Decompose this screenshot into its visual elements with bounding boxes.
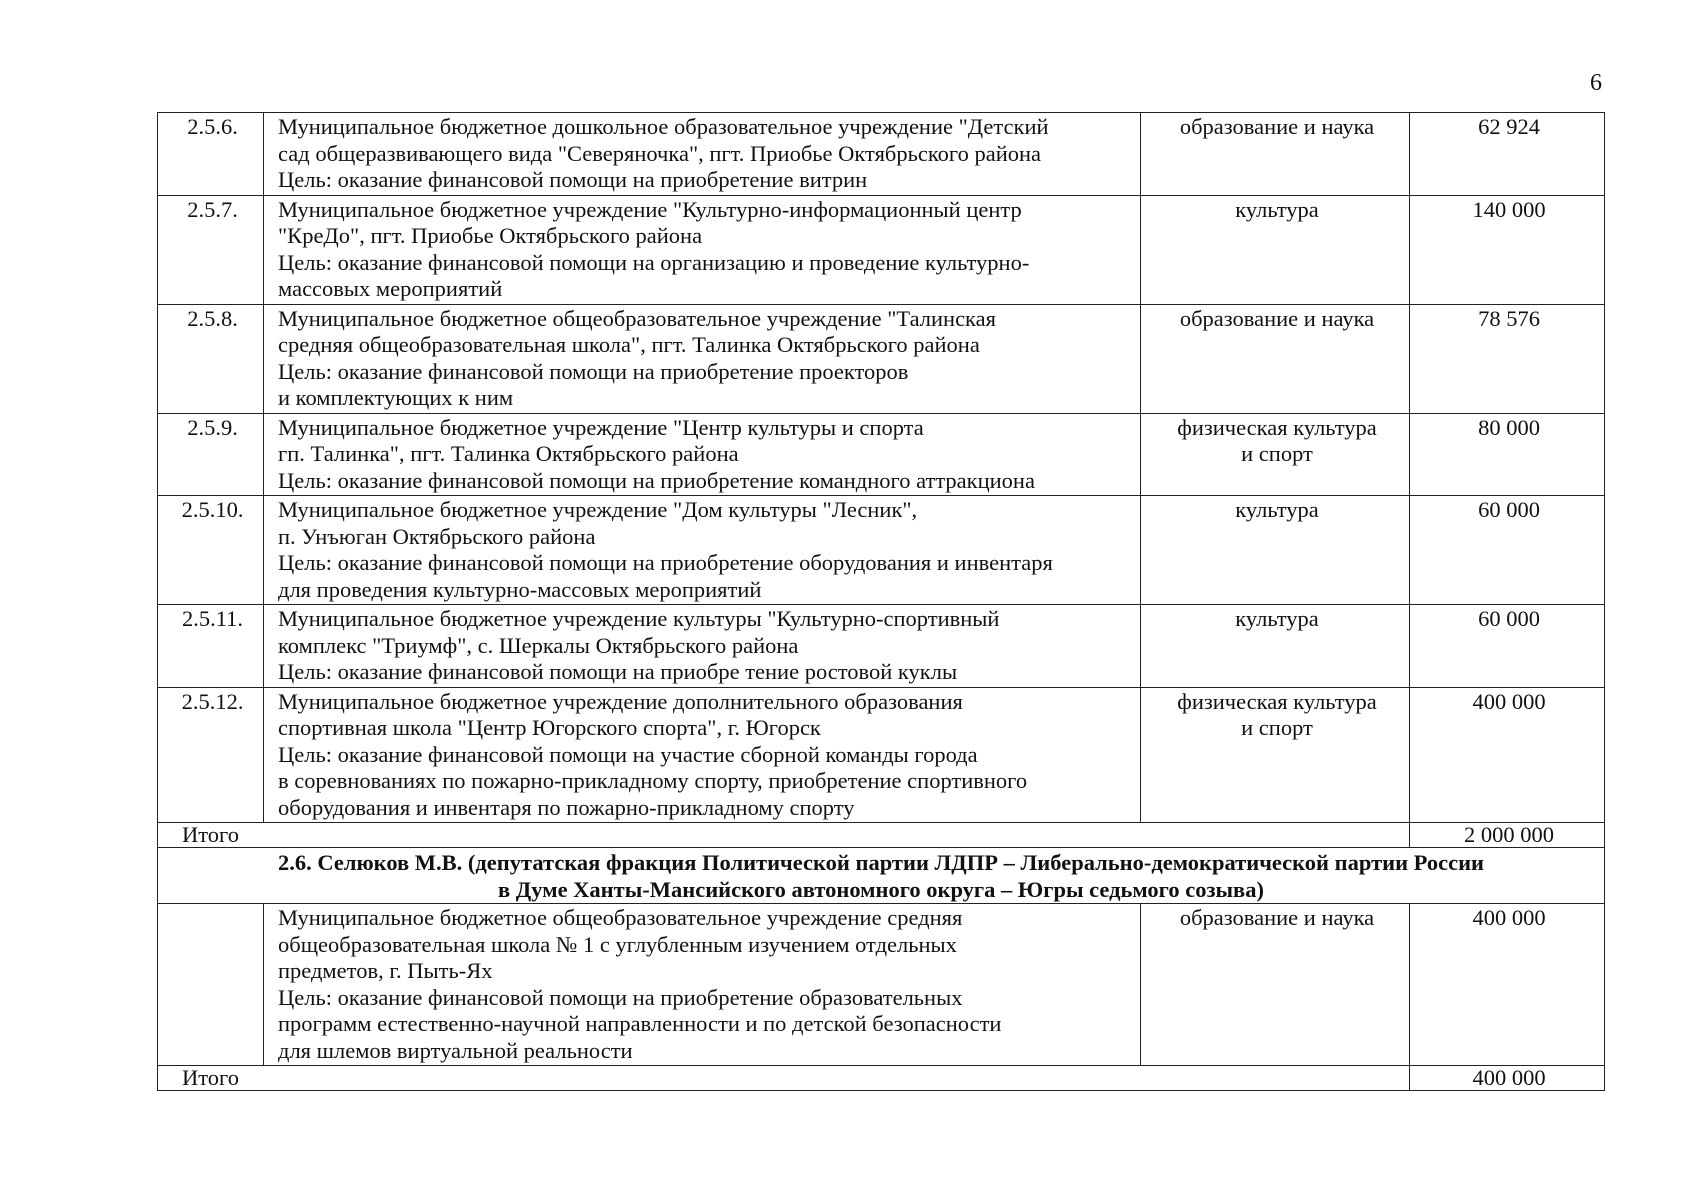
row-amount: 400 000 (1410, 904, 1605, 1066)
area-line: и спорт (1241, 441, 1313, 466)
row-description (264, 113, 1141, 196)
description-line: Цель: оказание финансовой помощи на приобретение командного аттракциона (278, 467, 1035, 493)
description-line: программ естественно-научной направленности и по детской безопасности (278, 1011, 1002, 1036)
description-line: оборудования и инвентаря по пожарно-прикладному спорту (278, 794, 855, 820)
row-description (264, 904, 1141, 1066)
table-row (158, 304, 1605, 413)
row-description (264, 413, 1141, 496)
total-row (158, 823, 1605, 848)
description-line: Цель: оказание финансовой помощи на участие сборной команды города (278, 741, 978, 767)
area-line: физическая культура (1177, 414, 1377, 440)
table-row (158, 605, 1605, 688)
description-line: Цель: оказание финансовой помощи на приобретение образовательных (278, 984, 963, 1010)
area-line: образование и наука (1179, 905, 1375, 930)
description-line: гп. Талинка", пгт. Талинка Октябрьского района (278, 441, 739, 466)
section-header-2-6 (158, 848, 1605, 904)
table-row (158, 195, 1605, 304)
section-header-line: 2.6. Селюков М.В. (депутатская фракция Политической партии ЛДПР – Либерально-демократической партии России (277, 850, 1485, 875)
allocation-table (157, 112, 1605, 1091)
section-header (158, 848, 1605, 904)
description-line: Муниципальное бюджетное дошкольное образовательное учреждение "Детский (278, 114, 1049, 139)
area-line: культура (1235, 497, 1319, 522)
section-header-row (158, 848, 1605, 904)
row-description (264, 496, 1141, 605)
area-line: образование и наука (1179, 305, 1375, 331)
description-line: п. Унъюган Октябрьского района (278, 523, 596, 549)
description-line: средняя общеобразовательная школа", пгт. Талинка Октябрьского района (278, 332, 980, 357)
total-row (158, 1066, 1605, 1091)
row-number (158, 904, 264, 1066)
table-row (158, 904, 1605, 1066)
area-line: и спорт (1241, 715, 1313, 740)
area-line: культура (1235, 606, 1319, 631)
row-area (1141, 413, 1410, 496)
area-line: культура (1235, 196, 1319, 222)
row-area (1141, 904, 1410, 1066)
row-amount: 78 576 (1410, 304, 1605, 413)
row-description (264, 605, 1141, 688)
row-number: 2.5.7. (158, 195, 264, 304)
row-description (264, 195, 1141, 304)
description-line: для шлемов виртуальной реальности (278, 1037, 633, 1063)
description-line: Цель: оказание финансовой помощи на приобре тение ростовой куклы (278, 659, 958, 684)
description-line: "КреДо", пгт. Приобье Октябрьского района (278, 223, 703, 248)
row-area (1141, 687, 1410, 823)
description-line: общеобразовательная школа № 1 с углубленным изучением отдельных (278, 931, 957, 957)
total-amount: 400 000 (1410, 1066, 1605, 1091)
table-row (158, 687, 1605, 823)
table-body-section-2-5 (158, 113, 1605, 823)
row-description (264, 687, 1141, 823)
row-area (1141, 304, 1410, 413)
row-amount: 140 000 (1410, 195, 1605, 304)
row-amount: 62 924 (1410, 113, 1605, 196)
table-row (158, 113, 1605, 196)
row-amount: 400 000 (1410, 687, 1605, 823)
row-amount: 60 000 (1410, 496, 1605, 605)
row-area (1141, 605, 1410, 688)
description-line: Муниципальное бюджетное учреждение "Дом культуры "Лесник", (278, 497, 918, 522)
description-line: Цель: оказание финансовой помощи на приобретение проекторов (278, 358, 909, 384)
description-line: Муниципальное бюджетное учреждение "Центр культуры и спорта (278, 414, 924, 440)
section-header-line: в Думе Ханты-Мансийского автономного округа – Югры седьмого созыва) (498, 877, 1264, 902)
table-row (158, 413, 1605, 496)
page-number: 6 (1590, 70, 1602, 96)
row-area (1141, 195, 1410, 304)
row-number: 2.5.9. (158, 413, 264, 496)
description-line: Муниципальное бюджетное общеобразовательное учреждение средняя (278, 905, 963, 930)
description-line: Цель: оказание финансовой помощи на приобретение оборудования и инвентаря (278, 550, 1053, 575)
description-line: Муниципальное бюджетное учреждение "Культурно-информационный центр (278, 196, 1022, 222)
row-area (1141, 113, 1410, 196)
total-amount: 2 000 000 (1410, 823, 1605, 848)
description-line: сад общеразвивающего вида "Северяночка", пгт. Приобье Октябрьского района (278, 140, 1042, 166)
description-line: для проведения культурно-массовых мероприятий (278, 576, 762, 602)
description-line: спортивная школа "Центр Югорского спорта", г. Югорск (278, 715, 821, 740)
area-line: образование и наука (1179, 114, 1375, 139)
row-number: 2.5.8. (158, 304, 264, 413)
description-line: Муниципальное бюджетное учреждение культуры "Культурно-спортивный (278, 606, 1000, 631)
description-line: в соревнованиях по пожарно-прикладному спорту, приобретение спортивного (278, 768, 1028, 793)
description-line: массовых мероприятий (278, 276, 503, 301)
total-label: Итого (158, 1066, 1410, 1091)
table-row (158, 496, 1605, 605)
table-total-section-2-5 (158, 823, 1605, 848)
description-line: Муниципальное бюджетное общеобразовательное учреждение "Талинская (278, 305, 996, 331)
row-number: 2.5.10. (158, 496, 264, 605)
table-total-section-2-6 (158, 1066, 1605, 1091)
description-line: Цель: оказание финансовой помощи на приобретение витрин (278, 167, 868, 192)
row-area (1141, 496, 1410, 605)
description-line: и комплектующих к ним (278, 385, 514, 410)
row-number: 2.5.11. (158, 605, 264, 688)
row-number: 2.5.12. (158, 687, 264, 823)
row-description (264, 304, 1141, 413)
description-line: предметов, г. Пыть-Ях (278, 958, 493, 983)
area-line: физическая культура (1177, 688, 1377, 714)
description-line: Цель: оказание финансовой помощи на организацию и проведение культурно- (278, 249, 1030, 275)
description-line: комплекс "Триумф", с. Шеркалы Октябрьского района (278, 632, 799, 658)
description-line: Муниципальное бюджетное учреждение дополнительного образования (278, 688, 963, 714)
row-amount: 80 000 (1410, 413, 1605, 496)
row-amount: 60 000 (1410, 605, 1605, 688)
table-body-section-2-6 (158, 904, 1605, 1066)
total-label: Итого (158, 823, 1410, 848)
row-number: 2.5.6. (158, 113, 264, 196)
